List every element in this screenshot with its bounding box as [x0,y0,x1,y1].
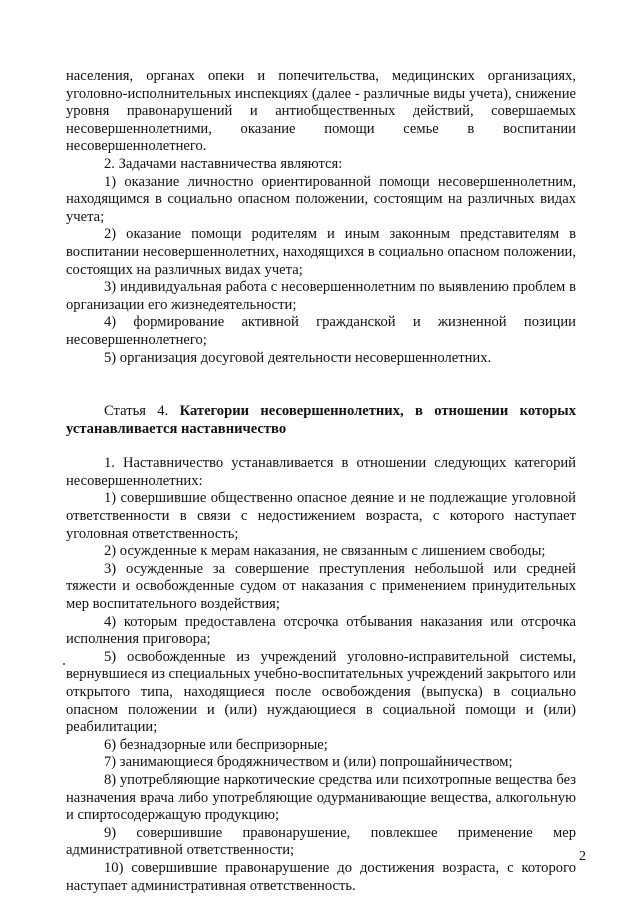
task-item: 2) оказание помощи родителям и иным законным представителям в воспитании несовершеннолетних, находящихся в социально опасном положении, состоящих на различных видах учета; [66,226,576,278]
intro-continuation: населения, органах опеки и попечительства, медицинских организациях, уголовно-исполнительных инспекциях (далее - различные виды учета), снижение уровня правонарушений и антиобщественных действий, совершаемых несовершеннолетними, оказание помощи семье в воспитании несовершеннолетнего. [66,68,576,155]
task-item: 4) формирование активной гражданской и жизненной позиции несовершеннолетнего; [66,314,576,348]
category-item: 10) совершившие правонарушение до достижения возраста, с которого наступает административная ответственность. [66,859,576,894]
categories-intro: 1. Наставничество устанавливается в отношении следующих категорий несовершеннолетних: [66,455,576,489]
article-4-heading [66,403,576,438]
task-item: 5) организация досуговой деятельности несовершеннолетних. [104,349,492,366]
category-item: 5) освобожденные из учреждений уголовно-исправительной системы, вернувшиеся из специальных учебно-воспитательных учреждений закрытого или открытого типа, находящиеся после освобождения (выпуска) в социально опасном положении и (или) нуждающиеся в социальной помощи и (или) реабилитации; [66,648,576,736]
category-item: 4) которым предоставлена отсрочка отбывания наказания или отсрочка исполнения приговора; [66,613,576,648]
article-4-lead: Статья 4. [104,403,180,420]
tasks-intro: 2. Задачами наставничества являются: [104,155,343,172]
category-item: 7) занимающиеся бродяжничеством и (или) попрошайничеством; [104,754,513,771]
task-item: 1) оказание личностно ориентированной помощи несовершеннолетним, находящимся в социально опасном положении, состоящим на различных видах учета; [66,173,576,225]
document-body [66,68,576,895]
category-item: 1) совершившие общественно опасное деяние и не подлежащие уголовной ответственности в связи с недостижением возраста, с которого наступает уголовная ответственность; [66,490,576,542]
category-item: 6) безнадзорные или беспризорные; [104,736,328,753]
task-item: 3) индивидуальная работа с несовершеннолетним по выявлению проблем в организации его жизнедеятельности; [66,279,576,313]
category-item: 8) употребляющие наркотические средства или психотропные вещества без назначения врача либо употребляющие одурманивающие вещества, алкогольную и спиртосодержащую продукцию; [66,771,576,824]
article-4-title: Категории несовершеннолетних, в отношении которых устанавливается наставничество [66,403,576,437]
margin-dot [63,663,65,665]
category-item: 9) совершившие правонарушение, повлекшее применение мер административной ответственности; [66,824,576,859]
page-number: 2 [579,849,586,864]
category-item: 3) осужденные за совершение преступления небольшой или средней тяжести и освобожденные судом от наказания с применением принудительных мер воспитательного воздействия; [66,560,576,613]
category-item: 2) осужденные к мерам наказания, не связанным с лишением свободы; [104,543,546,560]
